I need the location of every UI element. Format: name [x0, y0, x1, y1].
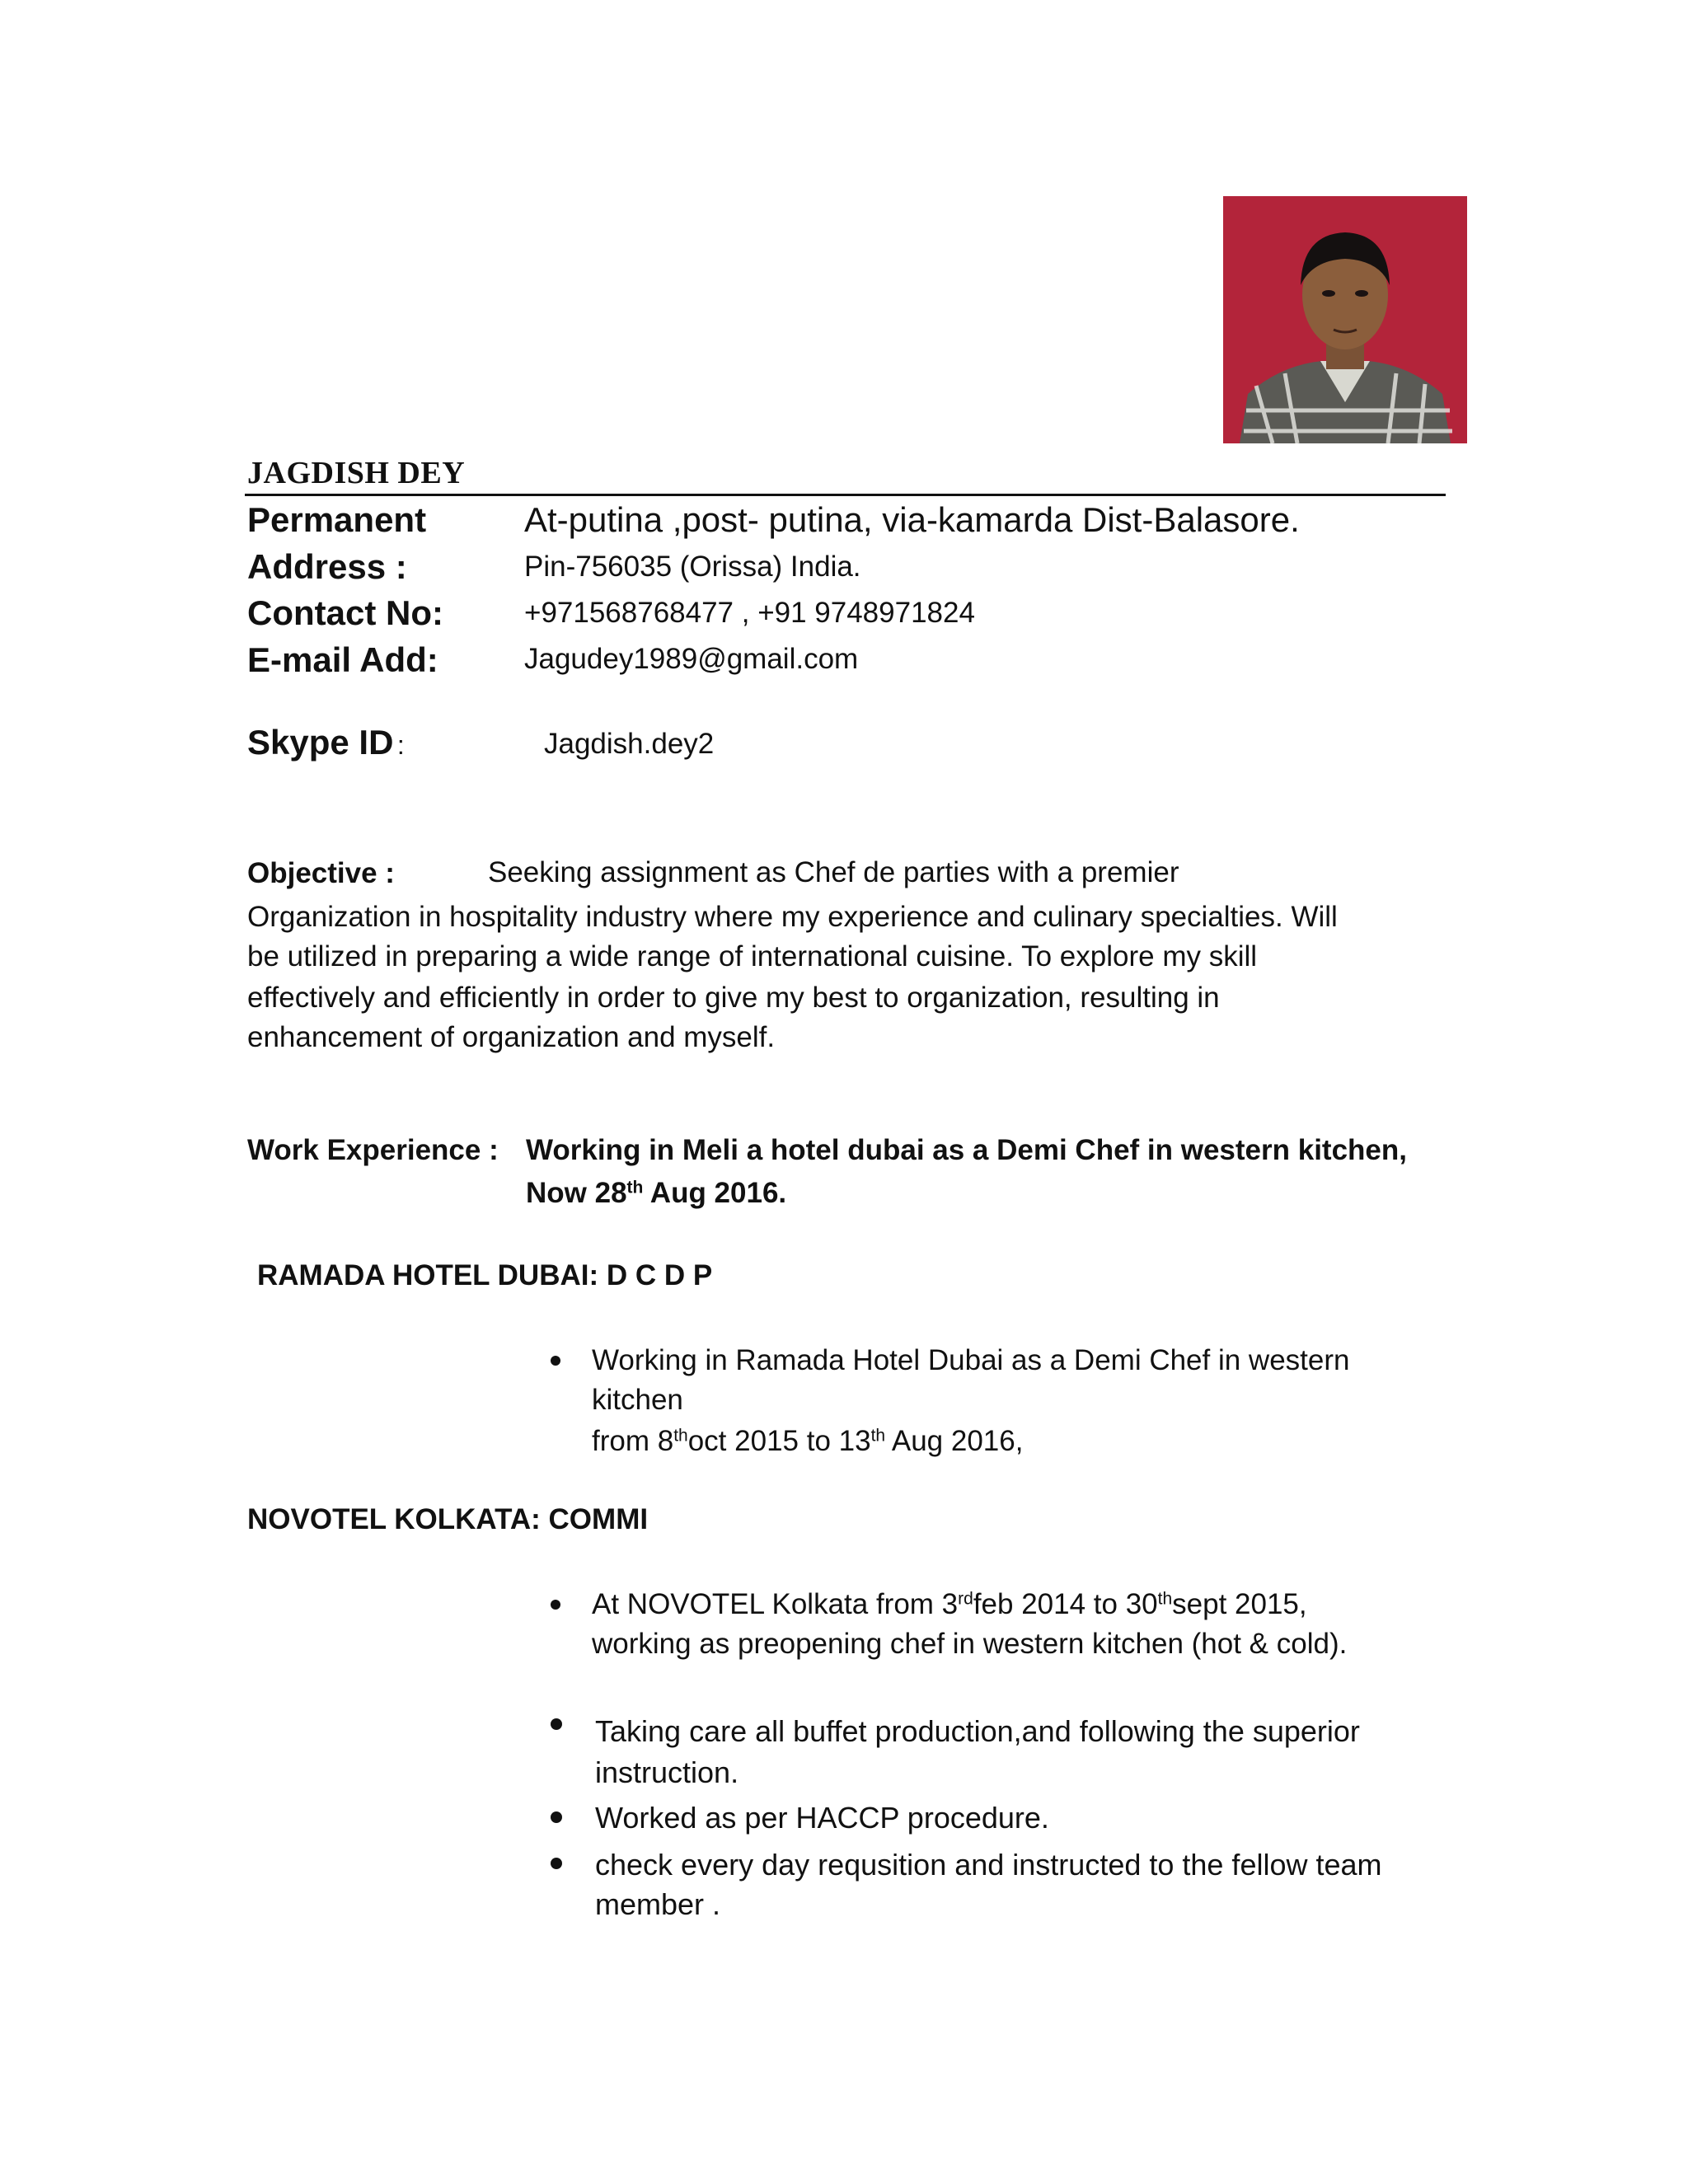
address-line-2: Pin-756035 (Orissa) India. [524, 551, 861, 583]
ramada-bullet-line-1: Working in Ramada Hotel Dubai as a Demi Chef in western [592, 1344, 1350, 1376]
ramada-bullet-line-2: kitchen [592, 1384, 683, 1416]
objective-line-4: enhancement of organization and myself. [247, 1021, 776, 1053]
profile-photo [1223, 196, 1467, 443]
header-divider [245, 494, 1446, 496]
bullet-icon [551, 1811, 562, 1823]
novotel-bullet-3: Worked as per HACCP procedure. [595, 1801, 1049, 1835]
objective-first-line: Seeking assignment as Chef de parties with a premier [488, 856, 1179, 888]
novotel-bullet-1-line-1: At NOVOTEL Kolkata from 3rdfeb 2014 to 30thsept 2015, [592, 1588, 1307, 1620]
bullet-icon [551, 1356, 560, 1366]
bullet-icon [551, 1600, 560, 1610]
address-line-1: At-putina ,post- putina, via-kamarda Dist-Balasore. [524, 500, 1300, 539]
skype-label: Skype ID [247, 723, 394, 762]
email-value: Jagudey1989@gmail.com [524, 643, 859, 675]
current-job-line-1: Working in Meli a hotel dubai as a Demi Chef in western kitchen, [526, 1134, 1408, 1166]
permanent-label: Permanent [247, 500, 427, 539]
novotel-bullet-4-line-1: check every day requsition and instructed to the fellow team [595, 1848, 1382, 1882]
contact-value: +971568768477 , +91 9748971824 [524, 597, 975, 629]
objective-label: Objective : [247, 857, 395, 889]
bullet-icon [551, 1718, 562, 1730]
candidate-name: JAGDISH DEY [247, 456, 466, 490]
work-experience-label: Work Experience : [247, 1134, 499, 1166]
objective-line-1: Organization in hospitality industry where my experience and culinary specialties. Will [247, 901, 1338, 933]
novotel-bullet-2-line-2: instruction. [595, 1755, 739, 1789]
ramada-heading: RAMADA HOTEL DUBAI: D C D P [257, 1259, 713, 1291]
novotel-bullet-1-line-2: working as preopening chef in western kitchen (hot & cold). [592, 1628, 1348, 1660]
skype-colon: : [396, 730, 405, 760]
skype-value: Jagdish.dey2 [544, 728, 715, 760]
contact-label: Contact No: [247, 593, 443, 632]
person-portrait-icon [1223, 196, 1467, 443]
ramada-bullet-line-3: from 8thoct 2015 to 13th Aug 2016, [592, 1425, 1024, 1457]
objective-line-3: effectively and efficiently in order to give my best to organization, resulting in [247, 982, 1220, 1014]
email-label: E-mail Add: [247, 640, 438, 679]
address-label: Address : [247, 547, 407, 586]
novotel-bullet-2-line-1: Taking care all buffet production,and following the superior [595, 1714, 1360, 1748]
bullet-icon [551, 1858, 562, 1869]
objective-line-2: be utilized in preparing a wide range of international cuisine. To explore my skill [247, 940, 1258, 972]
current-job-line-2: Now 28th Aug 2016. [526, 1177, 787, 1209]
novotel-heading: NOVOTEL KOLKATA: COMMI [247, 1503, 649, 1535]
skype-row-label [247, 723, 405, 762]
novotel-bullet-4-line-2: member . [595, 1887, 721, 1921]
